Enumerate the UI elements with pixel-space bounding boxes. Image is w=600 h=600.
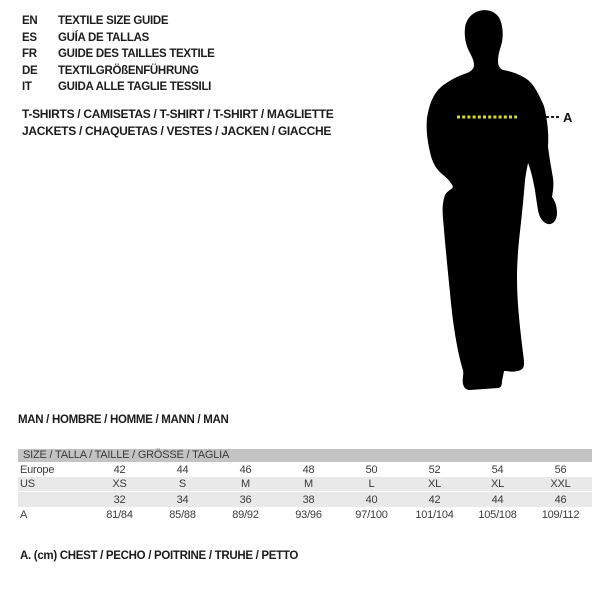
size-value-cell: L (368, 478, 375, 490)
language-code: ES (22, 31, 37, 44)
language-name: GUÍA DE TALLAS (58, 31, 149, 44)
language-row (22, 63, 215, 80)
size-value-cell: 36 (239, 493, 252, 506)
man-silhouette-figure (418, 8, 590, 400)
language-row (22, 13, 215, 30)
size-value-cell: 42 (428, 493, 441, 506)
size-value-cell: 42 (113, 463, 126, 476)
measure-label-a: A (563, 110, 573, 125)
size-row-label: A (20, 508, 28, 521)
size-value-cell: 44 (176, 463, 189, 476)
size-value-cell: 81/84 (106, 508, 133, 521)
size-value-cell: M (304, 478, 313, 490)
man-silhouette (427, 10, 557, 390)
size-value-cell: XXL (550, 478, 571, 490)
language-code: DE (22, 64, 38, 77)
size-row-label: Europe (20, 463, 55, 476)
language-row (22, 30, 215, 47)
footnote-chest-measure: A. (cm) CHEST / PECHO / POITRINE / TRUHE / PETTO (20, 550, 299, 562)
garment-categories (22, 106, 334, 139)
size-value-cell: 52 (428, 463, 441, 476)
size-value-cell: 89/92 (232, 508, 259, 521)
language-list (22, 13, 215, 96)
table-row-us-numeric (18, 492, 592, 507)
size-row-label: US (20, 478, 35, 490)
table-row-chest-cm (18, 507, 592, 522)
size-value-cell: M (241, 478, 250, 490)
language-name: TEXTILGRÖßENFÜHRUNG (58, 64, 199, 77)
size-value-cell: S (178, 478, 187, 490)
size-value-cell: 93/96 (295, 508, 322, 521)
language-name: GUIDE DES TAILLES TEXTILE (58, 48, 215, 61)
size-table-header: SIZE / TALLA / TAILLE / GRÖSSE / TAGLIA (18, 449, 592, 462)
language-name: GUIDA ALLE TAGLIE TESSILI (58, 81, 212, 94)
size-value-cell: 46 (554, 493, 567, 506)
size-value-cell: 32 (113, 493, 126, 506)
size-value-cell: 46 (239, 463, 252, 476)
size-value-cell: 56 (554, 463, 567, 476)
size-value-cell: 48 (302, 463, 315, 476)
size-value-cell: 34 (176, 493, 189, 506)
garment-categories-line-tshirts: T-SHIRTS / CAMISETAS / T-SHIRT / T-SHIRT / MAGLIETTE (22, 107, 334, 121)
size-value-cell: XS (112, 478, 127, 490)
size-value-cell: 40 (365, 493, 378, 506)
size-value-cell: 109/112 (541, 508, 580, 521)
table-row-europe (18, 462, 592, 477)
language-code: IT (22, 81, 32, 94)
size-value-cell: 85/88 (169, 508, 196, 521)
table-row-us-letter (18, 477, 592, 492)
size-value-cell: XL (427, 478, 442, 490)
size-value-cell: 97/100 (355, 508, 388, 521)
size-value-cell: 101/104 (415, 508, 454, 521)
size-value-cell: 50 (365, 463, 378, 476)
language-name: TEXTILE SIZE GUIDE (58, 15, 169, 28)
section-title-man: MAN / HOMBRE / HOMME / MANN / MAN (18, 414, 229, 426)
size-value-cell: XL (490, 478, 505, 490)
garment-categories-line-jackets: JACKETS / CHAQUETAS / VESTES / JACKEN / GIACCHE (22, 123, 332, 138)
language-row (22, 46, 215, 63)
size-value-cell: 44 (491, 493, 504, 506)
language-row (22, 79, 215, 96)
size-value-cell: 38 (302, 493, 315, 506)
size-value-cell: 105/108 (478, 508, 517, 521)
size-table (18, 449, 592, 522)
language-code: EN (22, 15, 38, 28)
size-value-cell: 54 (491, 463, 504, 476)
language-code: FR (22, 48, 37, 61)
